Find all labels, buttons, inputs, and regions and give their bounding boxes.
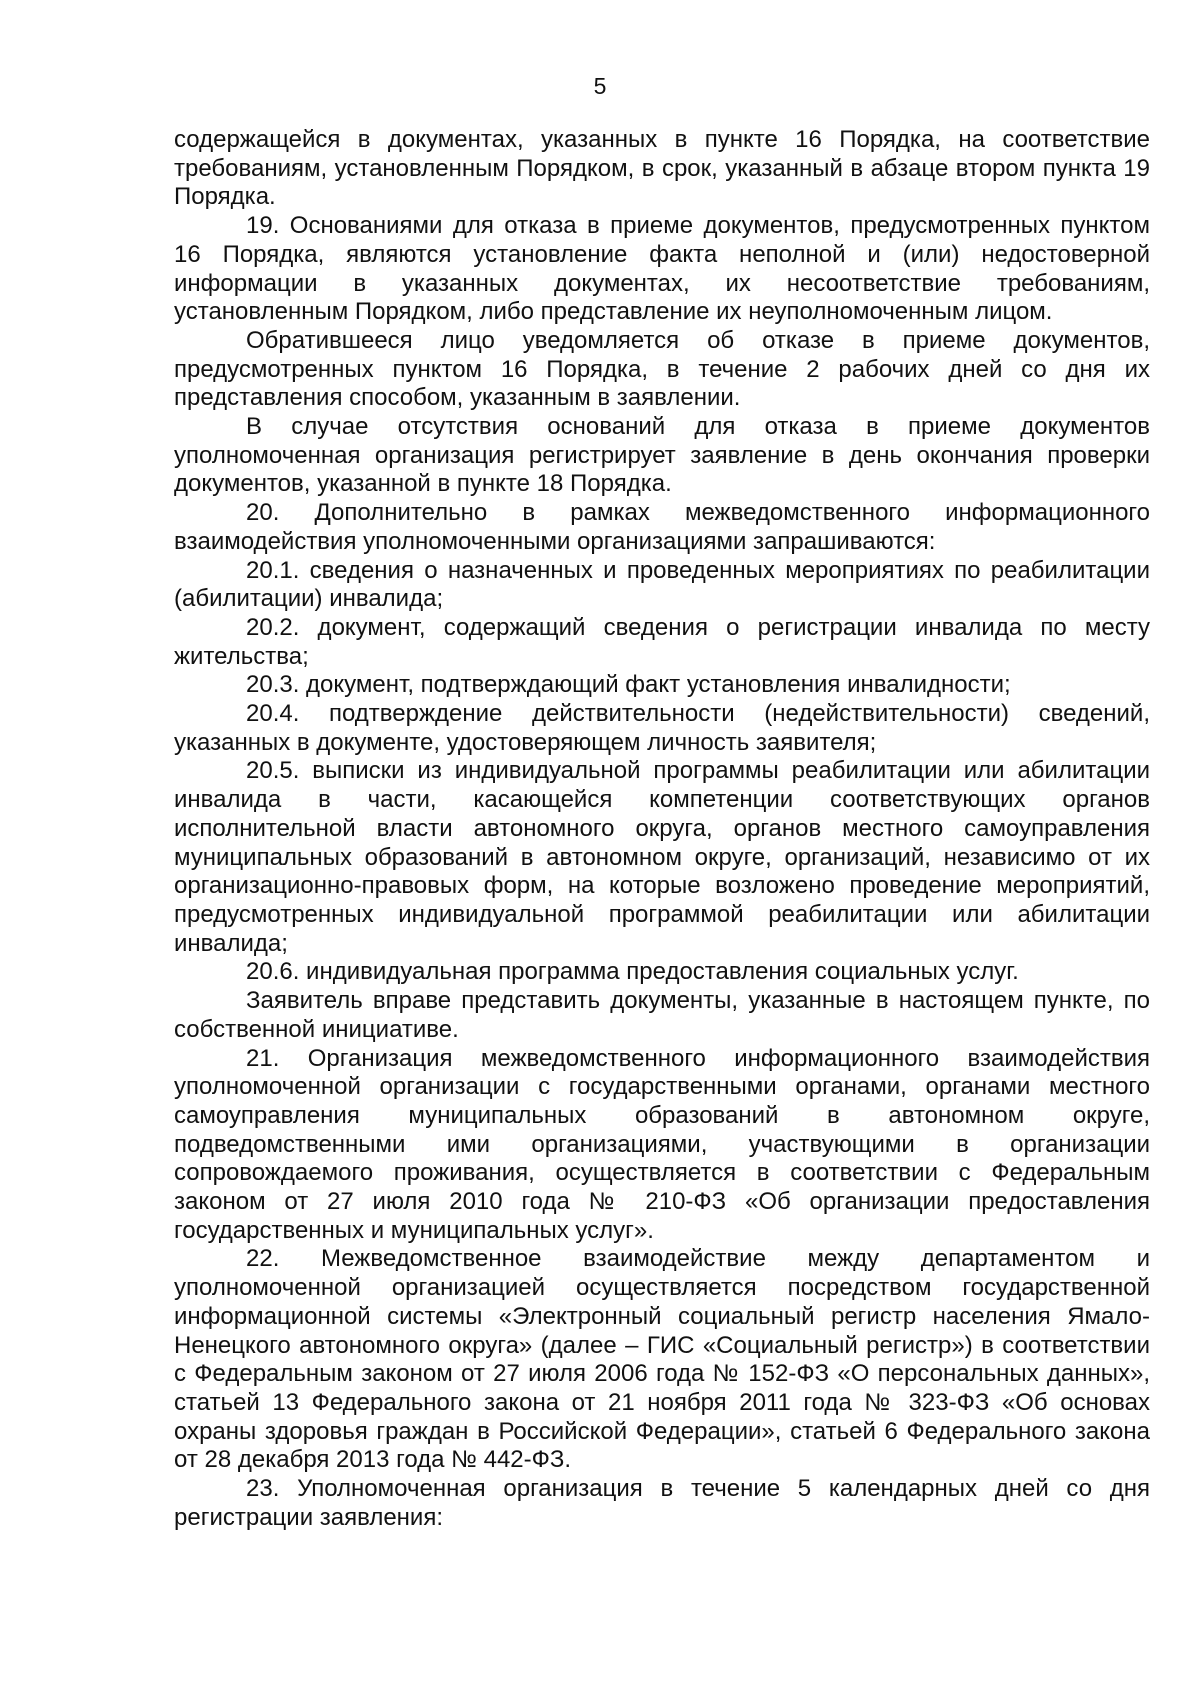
paragraph-item-19: 19. Основаниями для отказа в приеме документов, предусмотренных пунктом 16 Порядка, являются установление факта неполной и (или) недостоверной информации в указанных документах, их несоответствие требованиям, установленным Порядком, либо представление их неуполномоченным лицом. — [174, 212, 1150, 326]
paragraph-item-22: 22. Межведомственное взаимодействие между департаментом и уполномоченной организацией осуществляется посредством государственной информационной системы «Электронный социальный регистр населения Ямало-Ненецкого автономного округа» (далее – ГИС «Социальный регистр») в соответствии с Федеральным законом от 27 июля 2006 года № 152-ФЗ «О персональных данных», статьей 13 Федерального закона от 21 ноября 2011 года № 323-ФЗ «Об основах охраны здоровья граждан в Российской Федерации», статьей 6 Федерального закона от 28 декабря 2013 года № 442-ФЗ. — [174, 1245, 1150, 1474]
paragraph-item-20: 20. Дополнительно в рамках межведомственного информационного взаимодействия уполномоченными организациями запрашиваются: — [174, 499, 1150, 555]
paragraph-item-20-3: 20.3. документ, подтверждающий факт установления инвалидности; — [246, 671, 1011, 699]
paragraph-registration: В случае отсутствия оснований для отказа в приеме документов уполномоченная организация регистрирует заявление в день окончания проверки документов, указанной в пункте 18 Порядка. — [174, 413, 1150, 498]
paragraph-refusal-notice: Обратившееся лицо уведомляется об отказе в приеме документов, предусмотренных пунктом 16 Порядка, в течение 2 рабочих дней со дня их представления способом, указанным в заявлении. — [174, 326, 1150, 412]
paragraph-item-20-1: 20.1. сведения о назначенных и проведенных мероприятиях по реабилитации (абилитации) инвалида; — [174, 556, 1150, 613]
document-body — [174, 126, 1150, 1532]
paragraph-applicant-right: Заявитель вправе представить документы, указанные в настоящем пункте, по собственной инициативе. — [174, 987, 1150, 1043]
paragraph-item-21: 21. Организация межведомственного информационного взаимодействия уполномоченной организации с государственными органами, органами местного самоуправления муниципальных образований в автономном округе, подведомственными ими организациями, участвующими в организации сопровождаемого проживания, осуществляется в соответствии с Федеральным законом от 27 июля 2010 года № 210-ФЗ «Об организации предоставления государственных и муниципальных услуг». — [174, 1044, 1150, 1244]
paragraph-item-20-6: 20.6. индивидуальная программа предоставления социальных услуг. — [246, 958, 1019, 986]
page-number: 5 — [593, 73, 607, 99]
paragraph-item-23: 23. Уполномоченная организация в течение 5 календарных дней со дня регистрации заявления: — [174, 1475, 1150, 1531]
paragraph-item-20-5: 20.5. выписки из индивидуальной программы реабилитации или абилитации инвалида в части, касающейся компетенции соответствующих органов исполнительной власти автономного округа, органов местного самоуправления муниципальных образований в автономном округе, организаций, независимо от их организационно-правовых форм, на которые возложено проведение мероприятий, предусмотренных индивидуальной программой реабилитации или абилитации инвалида; — [174, 757, 1150, 957]
paragraph-item-20-2: 20.2. документ, содержащий сведения о регистрации инвалида по месту жительства; — [174, 613, 1150, 670]
paragraph-item-20-4: 20.4. подтверждение действительности (недействительности) сведений, указанных в документе, удостоверяющем личность заявителя; — [174, 700, 1150, 756]
paragraph-continuation: содержащейся в документах, указанных в пункте 16 Порядка, на соответствие требованиям, установленным Порядком, в срок, указанный в абзаце втором пункта 19 Порядка. — [174, 126, 1150, 211]
